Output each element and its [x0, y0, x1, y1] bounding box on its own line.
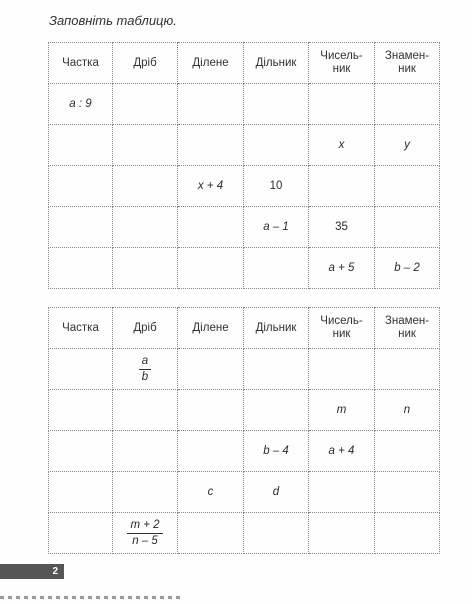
cell[interactable] — [49, 125, 113, 166]
table-row — [49, 431, 440, 472]
table2-header-row — [49, 308, 440, 349]
cell[interactable] — [113, 431, 178, 472]
cell[interactable]: d — [244, 472, 309, 513]
fraction — [127, 519, 162, 548]
table-row — [49, 84, 440, 125]
header-chastka: Частка — [49, 308, 113, 349]
table-row — [49, 349, 440, 390]
cell[interactable]: y — [375, 125, 440, 166]
header-drib: Дріб — [113, 43, 178, 84]
cell-fraction[interactable] — [113, 349, 178, 390]
cell[interactable]: c — [178, 472, 244, 513]
cell[interactable] — [49, 472, 113, 513]
cell[interactable]: n — [375, 390, 440, 431]
cell[interactable] — [113, 390, 178, 431]
cell[interactable]: x — [309, 125, 375, 166]
fraction — [139, 355, 151, 384]
cell[interactable] — [244, 248, 309, 289]
header-chyselnyk: Чисель- ник — [309, 43, 375, 84]
header-dilnyk: Дільник — [244, 43, 309, 84]
cell[interactable] — [178, 349, 244, 390]
table-row — [49, 248, 440, 289]
table-row — [49, 166, 440, 207]
table-row — [49, 513, 440, 554]
fraction-numerator: a — [139, 355, 151, 370]
cell[interactable] — [113, 166, 178, 207]
cell[interactable] — [178, 431, 244, 472]
bottom-dotted-strip — [0, 596, 180, 599]
cell[interactable] — [309, 166, 375, 207]
cell[interactable] — [49, 207, 113, 248]
cell[interactable] — [375, 513, 440, 554]
cell[interactable] — [178, 248, 244, 289]
cell[interactable] — [178, 125, 244, 166]
cell[interactable] — [309, 513, 375, 554]
table-row — [49, 207, 440, 248]
cell[interactable]: 10 — [244, 166, 309, 207]
cell[interactable] — [244, 390, 309, 431]
table1-header-row — [49, 43, 440, 84]
cell[interactable]: a + 5 — [309, 248, 375, 289]
cell[interactable] — [244, 513, 309, 554]
cell[interactable] — [309, 349, 375, 390]
fraction-denominator: n – 5 — [132, 534, 158, 547]
cell[interactable]: b – 2 — [375, 248, 440, 289]
header-znamennyk: Знамен- ник — [375, 43, 440, 84]
cell[interactable] — [113, 472, 178, 513]
cell[interactable] — [113, 84, 178, 125]
cell[interactable] — [49, 166, 113, 207]
cell[interactable] — [244, 84, 309, 125]
cell[interactable] — [113, 125, 178, 166]
fraction-denominator: b — [141, 370, 149, 383]
cell[interactable] — [309, 472, 375, 513]
exercise-title: Заповніть таблицю. — [49, 13, 177, 28]
exercise-table-2 — [48, 307, 440, 554]
cell[interactable] — [113, 248, 178, 289]
table-row — [49, 390, 440, 431]
cell[interactable] — [375, 349, 440, 390]
cell[interactable] — [178, 84, 244, 125]
cell[interactable] — [178, 207, 244, 248]
cell[interactable]: b – 4 — [244, 431, 309, 472]
cell[interactable] — [49, 349, 113, 390]
exercise-table-1 — [48, 42, 440, 289]
cell[interactable] — [178, 513, 244, 554]
cell[interactable]: 35 — [309, 207, 375, 248]
cell[interactable] — [375, 166, 440, 207]
cell[interactable]: m — [309, 390, 375, 431]
cell[interactable]: a : 9 — [49, 84, 113, 125]
cell[interactable]: a + 4 — [309, 431, 375, 472]
table-row — [49, 472, 440, 513]
cell[interactable] — [49, 431, 113, 472]
cell[interactable] — [375, 472, 440, 513]
header-dilene: Ділене — [178, 43, 244, 84]
fraction-numerator: m + 2 — [127, 519, 162, 534]
cell[interactable] — [244, 349, 309, 390]
header-dilene: Ділене — [178, 308, 244, 349]
cell[interactable] — [49, 513, 113, 554]
cell[interactable] — [244, 125, 309, 166]
cell[interactable]: x + 4 — [178, 166, 244, 207]
table-row — [49, 125, 440, 166]
header-drib: Дріб — [113, 308, 178, 349]
page-number: 2 — [0, 564, 64, 579]
cell[interactable] — [178, 390, 244, 431]
cell[interactable] — [49, 248, 113, 289]
header-dilnyk: Дільник — [244, 308, 309, 349]
header-chastka: Частка — [49, 43, 113, 84]
cell[interactable] — [375, 84, 440, 125]
cell[interactable] — [49, 390, 113, 431]
cell[interactable] — [113, 207, 178, 248]
cell[interactable] — [375, 431, 440, 472]
header-chyselnyk: Чисель- ник — [309, 308, 375, 349]
header-znamennyk: Знамен- ник — [375, 308, 440, 349]
cell[interactable] — [309, 84, 375, 125]
cell[interactable]: a – 1 — [244, 207, 309, 248]
cell-fraction[interactable] — [113, 513, 178, 554]
cell[interactable] — [375, 207, 440, 248]
